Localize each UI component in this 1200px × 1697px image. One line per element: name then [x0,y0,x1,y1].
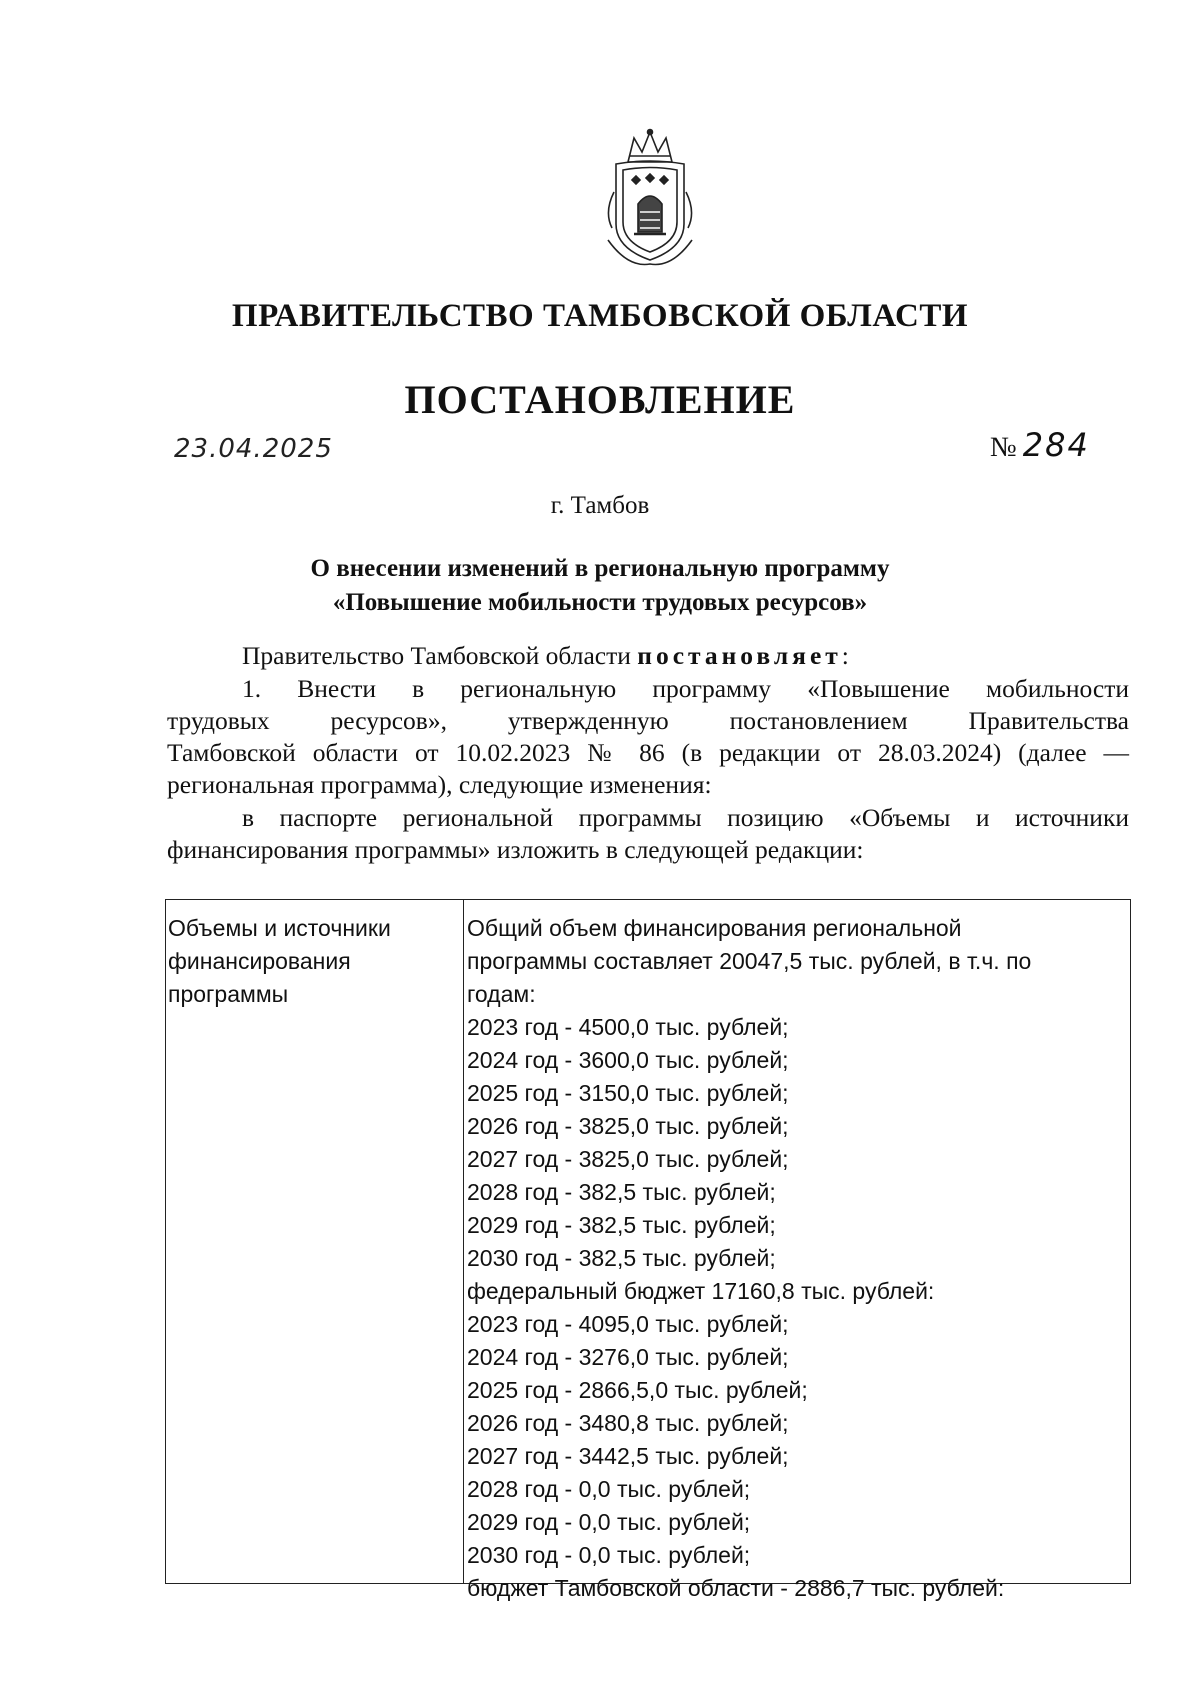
financing-line: программы составляет 20047,5 тыс. рублей, в т.ч. по [467,948,1032,974]
item1-line-3: Тамбовской области от 10.02.2023 № 86 (в редакции от 28.03.2024) (далее — [167,738,1129,767]
document-date: 23.04.2025 [174,434,333,464]
document-number [990,426,1090,464]
intro-prefix: Правительство Тамбовской области [242,641,631,670]
financing-line: Общий объем финансирования региональной [467,915,962,941]
passport-line-2: финансирования программы» изложить в следующей редакции: [167,835,864,864]
financing-line: федеральный бюджет 17160,8 тыс. рублей: [467,1278,935,1304]
resolution-intro [242,640,1129,672]
document-type-heading: ПОСТАНОВЛЕНИЕ [404,377,796,422]
passport-line-1: в паспорте региональной программы позицию «Объемы и источники [242,803,1129,832]
financing-line: 2023 год - 4095,0 тыс. рублей; [467,1311,789,1337]
number-label: № [990,432,1017,463]
financing-line: 2029 год - 382,5 тыс. рублей; [467,1212,776,1238]
financing-line: 2026 год - 3825,0 тыс. рублей; [467,1113,789,1139]
financing-line: 2025 год - 2866,5,0 тыс. рублей; [467,1377,808,1403]
financing-line: бюджет Тамбовской области - 2886,7 тыс. рублей: [467,1575,1005,1601]
financing-line: 2024 год - 3600,0 тыс. рублей; [467,1047,789,1073]
financing-line: 2029 год - 0,0 тыс. рублей; [467,1509,751,1535]
financing-line: годам: [467,981,536,1007]
number-value: 284 [1022,426,1090,464]
financing-table [165,899,1131,1601]
table-left-cell [168,912,458,1011]
financing-line: 2028 год - 382,5 тыс. рублей; [467,1179,776,1205]
financing-line: 2030 год - 0,0 тыс. рублей; [467,1542,751,1568]
financing-line: 2028 год - 0,0 тыс. рублей; [467,1476,751,1502]
document-subject [0,552,1200,620]
table-right-cell [467,912,1127,1605]
financing-line: 2030 год - 382,5 тыс. рублей; [467,1245,776,1271]
intro-verb: постановляет [637,641,842,670]
item1-line-2: трудовых ресурсов», утвержденную постановлением Правительства [167,706,1129,735]
financing-line: 2027 год - 3825,0 тыс. рублей; [467,1146,789,1172]
organization-title: ПРАВИТЕЛЬСТВО ТАМБОВСКОЙ ОБЛАСТИ [231,298,969,334]
left-cell-line: Объемы и источники [168,915,391,941]
subject-line-2: «Повышение мобильности трудовых ресурсов» [332,589,868,616]
left-cell-line: финансирования [168,948,351,974]
intro-suffix: : [841,641,849,670]
city-line: г. Тамбов [550,492,650,519]
subject-line-1: О внесении изменений в региональную программу [310,555,890,582]
left-cell-line: программы [168,981,289,1007]
financing-line: 2027 год - 3442,5 тыс. рублей; [467,1443,789,1469]
financing-line: 2023 год - 4500,0 тыс. рублей; [467,1014,789,1040]
financing-line: 2024 год - 3276,0 тыс. рублей; [467,1344,789,1370]
table-column-divider [463,900,464,1583]
coat-of-arms-emblem [598,128,702,270]
item1-line-4: региональная программа), следующие изменения: [167,770,712,799]
financing-line: 2026 год - 3480,8 тыс. рублей; [467,1410,789,1436]
financing-line: 2025 год - 3150,0 тыс. рублей; [467,1080,789,1106]
item1-line-1: 1. Внести в региональную программу «Повышение мобильности [242,674,1129,703]
